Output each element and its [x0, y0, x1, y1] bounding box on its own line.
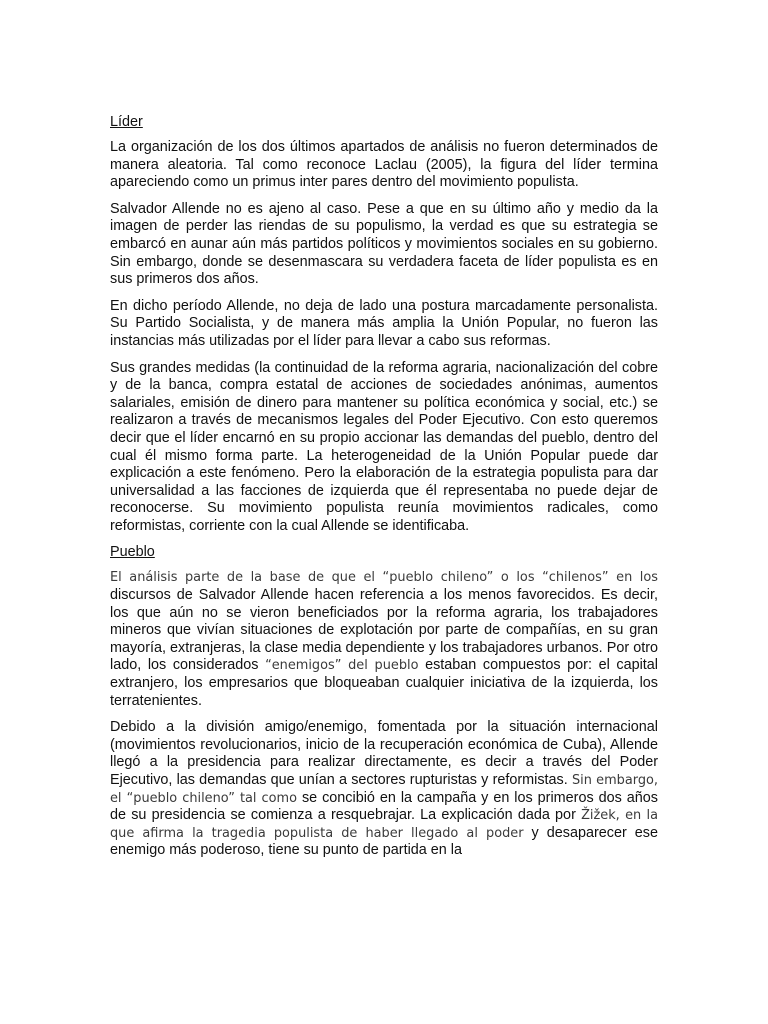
paragraph-text-span: estaban compuestos por: el capital extranjero, los empresarios que bloqueaban cualquier iniciativa de la izquierda, los terratenientes. — [110, 657, 658, 709]
section-heading-lider: Líder — [110, 114, 143, 130]
section-heading-pueblo: Pueblo — [110, 544, 155, 561]
paragraph-lider-2: Salvador Allende no es ajeno al caso. Pese a que en su último año y medio da la imagen de perder las riendas de su populismo, la verdad es que su estrategia se embarcó en aunar aún más partidos políticos y movimientos sociales en su gobierno. Sin embargo, donde se desenmascara su verdadera faceta de líder populista es en sus primeros dos años. — [110, 200, 658, 288]
paragraph-text-span: Debido a la división amigo/enemigo, fomentada por la situación internacional (movimientos revolucionarios, inicio de la recuperación económica de Cuba), Allende llegó a la presidencia para realizar directamente, es decir a través del Poder Ejecutivo, las demandas que unían a sectores rupturistas y reformistas. — [110, 719, 658, 788]
paragraph-pueblo-2 — [110, 719, 658, 860]
alt-font-span: “enemigos” del pueblo — [265, 658, 419, 674]
paragraph-text-span: se concibió en la campaña y en los primeros dos años de su presidencia se comienza a resquebrajar. La explicación dada por — [110, 789, 658, 824]
alt-font-span: El análisis parte de la base de que el “pueblo chileno” o los “chilenos” en los — [110, 570, 658, 586]
paragraph-pueblo-1 — [110, 569, 658, 710]
alt-font-span: Sin embargo, el “pueblo chileno” tal como — [110, 773, 658, 806]
paragraph-lider-1: La organización de los dos últimos apartados de análisis no fueron determinados de manera aleatoria. Tal como reconoce Laclau (2005), la figura del líder termina apareciendo como un primus inter pares dentro del movimiento populista. — [110, 139, 658, 191]
alt-font-span: Žižek, en la que afirma la tragedia populista de haber llegado al poder — [110, 808, 658, 841]
paragraph-text-span: discursos de Salvador Allende hacen referencia a los menos favorecidos. Es decir, los que aún no se vieron beneficiados por la reforma agraria, los trabajadores mineros que vivían situaciones de explotación por parte de compañías, en su gran mayoría, extranjeras, la clase media dependiente y los trabajadores urbanos. Por otro lado, los considerados — [110, 587, 658, 674]
paragraph-text-span: y desaparecer ese enemigo más poderoso, tiene su punto de partida en la — [110, 824, 658, 859]
paragraph-lider-4: Sus grandes medidas (la continuidad de la reforma agraria, nacionalización del cobre y de la banca, compra estatal de acciones de sociedades anónimas, aumentos salariales, emisión de dinero para mantener su política económica y social, etc.) se realizaron a través de mecanismos legales del Poder Ejecutivo. Con esto queremos decir que el líder encarnó en su propio accionar las demandas del pueblo, dentro del cual él mismo forma parte. La heterogeneidad de la Unión Popular puede dar explicación a este fenómeno. Pero la elaboración de la estrategia populista para dar universalidad a las facciones de izquierda que él representaba no puede dejar de reconocerse. Su movimiento populista reunía movimientos radicales, como reformistas, corriente con la cual Allende se identificaba. — [110, 359, 658, 534]
paragraph-lider-3: En dicho período Allende, no deja de lado una postura marcadamente personalista. Su Partido Socialista, y de manera más amplia la Unión Popular, no fueron las instancias más utilizadas por el líder para llevar a cabo sus reformas. — [110, 297, 658, 349]
